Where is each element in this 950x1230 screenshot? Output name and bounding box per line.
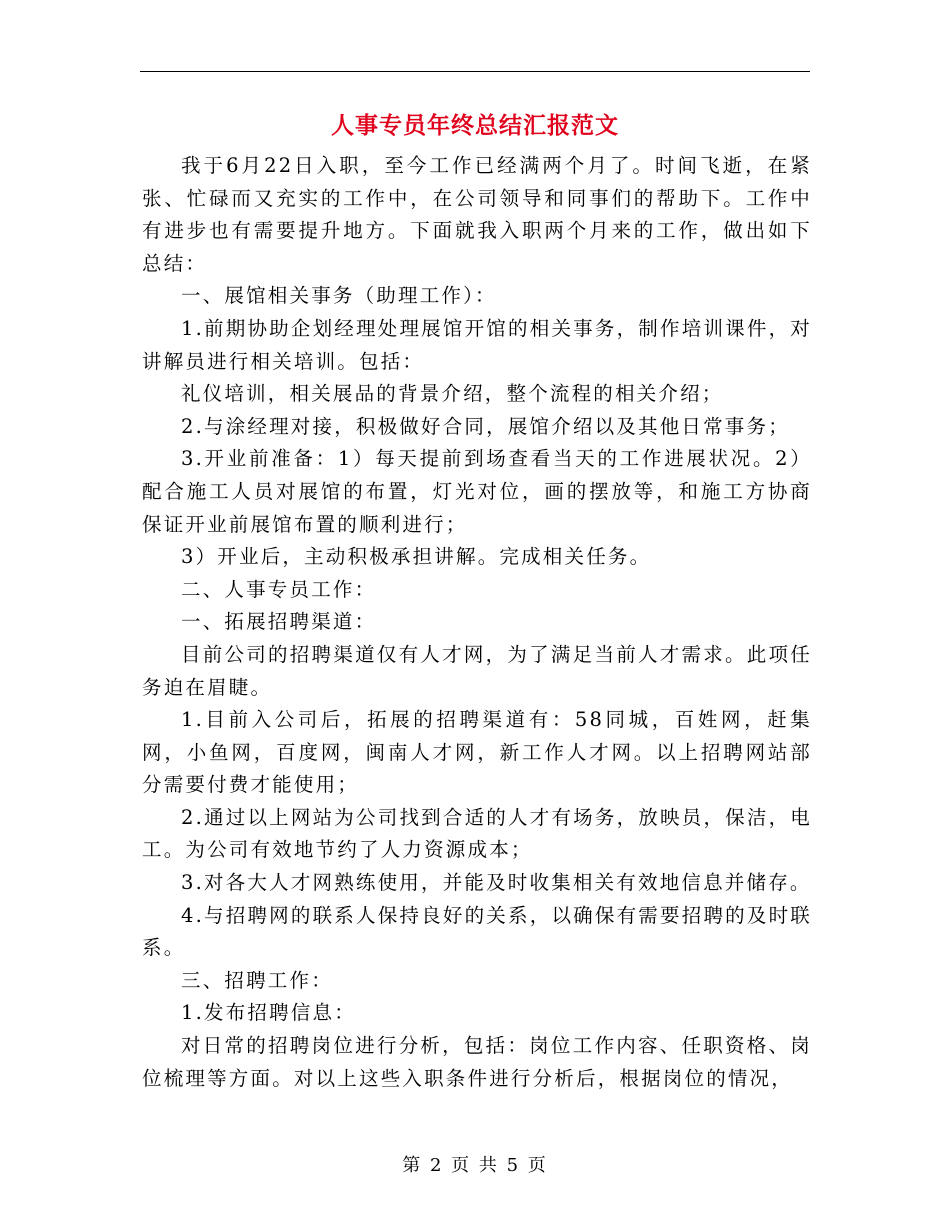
section-heading: 三、招聘工作： (181, 968, 333, 992)
paragraph: 1.目前入公司后，拓展的招聘渠道有：58同城，百姓网，赶集网，小鱼网，百度网，闽南人才网，新工作人才网。以上招聘网站部分需要付费才能使用； (142, 708, 812, 797)
page-number: 第 2 页 共 5 页 (402, 1155, 548, 1176)
paragraph: 我于6月22日入职，至今工作已经满两个月了。时间飞逝，在紧张、忙碌而又充实的工作中，在公司领导和同事们的帮助下。工作中有进步也有需要提升地方。下面就我入职两个月来的工作，做出如下总结： (142, 154, 812, 275)
paragraph: 礼仪培训，相关展品的背景介绍，整个流程的相关介绍； (181, 382, 724, 406)
section-heading: 一、展馆相关事务（助理工作）： (181, 284, 497, 308)
paragraph: 1.前期协助企划经理处理展馆开馆的相关事务，制作培训课件，对讲解员进行相关培训。包括： (142, 316, 812, 373)
document-title: 人事专员年终总结汇报范文 (331, 112, 619, 139)
paragraph: 3.开业前准备：1）每天提前到场查看当天的工作进展状况。2）配合施工人员对展馆的布置，灯光对位，画的摆放等，和施工方协商保证开业前展馆布置的顺利进行； (142, 447, 812, 536)
paragraph: 3）开业后，主动积极承担讲解。完成相关任务。 (181, 545, 652, 569)
paragraph: 4.与招聘网的联系人保持良好的关系，以确保有需要招聘的及时联系。 (142, 903, 812, 960)
section-heading: 二、人事专员工作： (181, 577, 377, 601)
paragraph: 对日常的招聘岗位进行分析，包括：岗位工作内容、任职资格、岗位梳理等方面。对以上这些入职条件进行分析后，根据岗位的情况， (142, 1034, 812, 1090)
header-rule (140, 71, 810, 72)
paragraph: 1.发布招聘信息： (181, 1001, 356, 1025)
document-body (142, 150, 812, 1095)
paragraph: 2.通过以上网站为公司找到合适的人才有场务，放映员，保洁，电工。为公司有效地节约了人力资源成本； (142, 805, 812, 862)
paragraph: 2.与涂经理对接，积极做好合同，展馆介绍以及其他日常事务； (181, 414, 790, 438)
section-heading: 一、拓展招聘渠道： (181, 610, 377, 634)
paragraph: 目前公司的招聘渠道仅有人才网，为了满足当前人才需求。此项任务迫在眉睫。 (142, 642, 812, 699)
paragraph: 3.对各大人才网熟练使用，并能及时收集相关有效地信息并储存。 (181, 871, 812, 895)
